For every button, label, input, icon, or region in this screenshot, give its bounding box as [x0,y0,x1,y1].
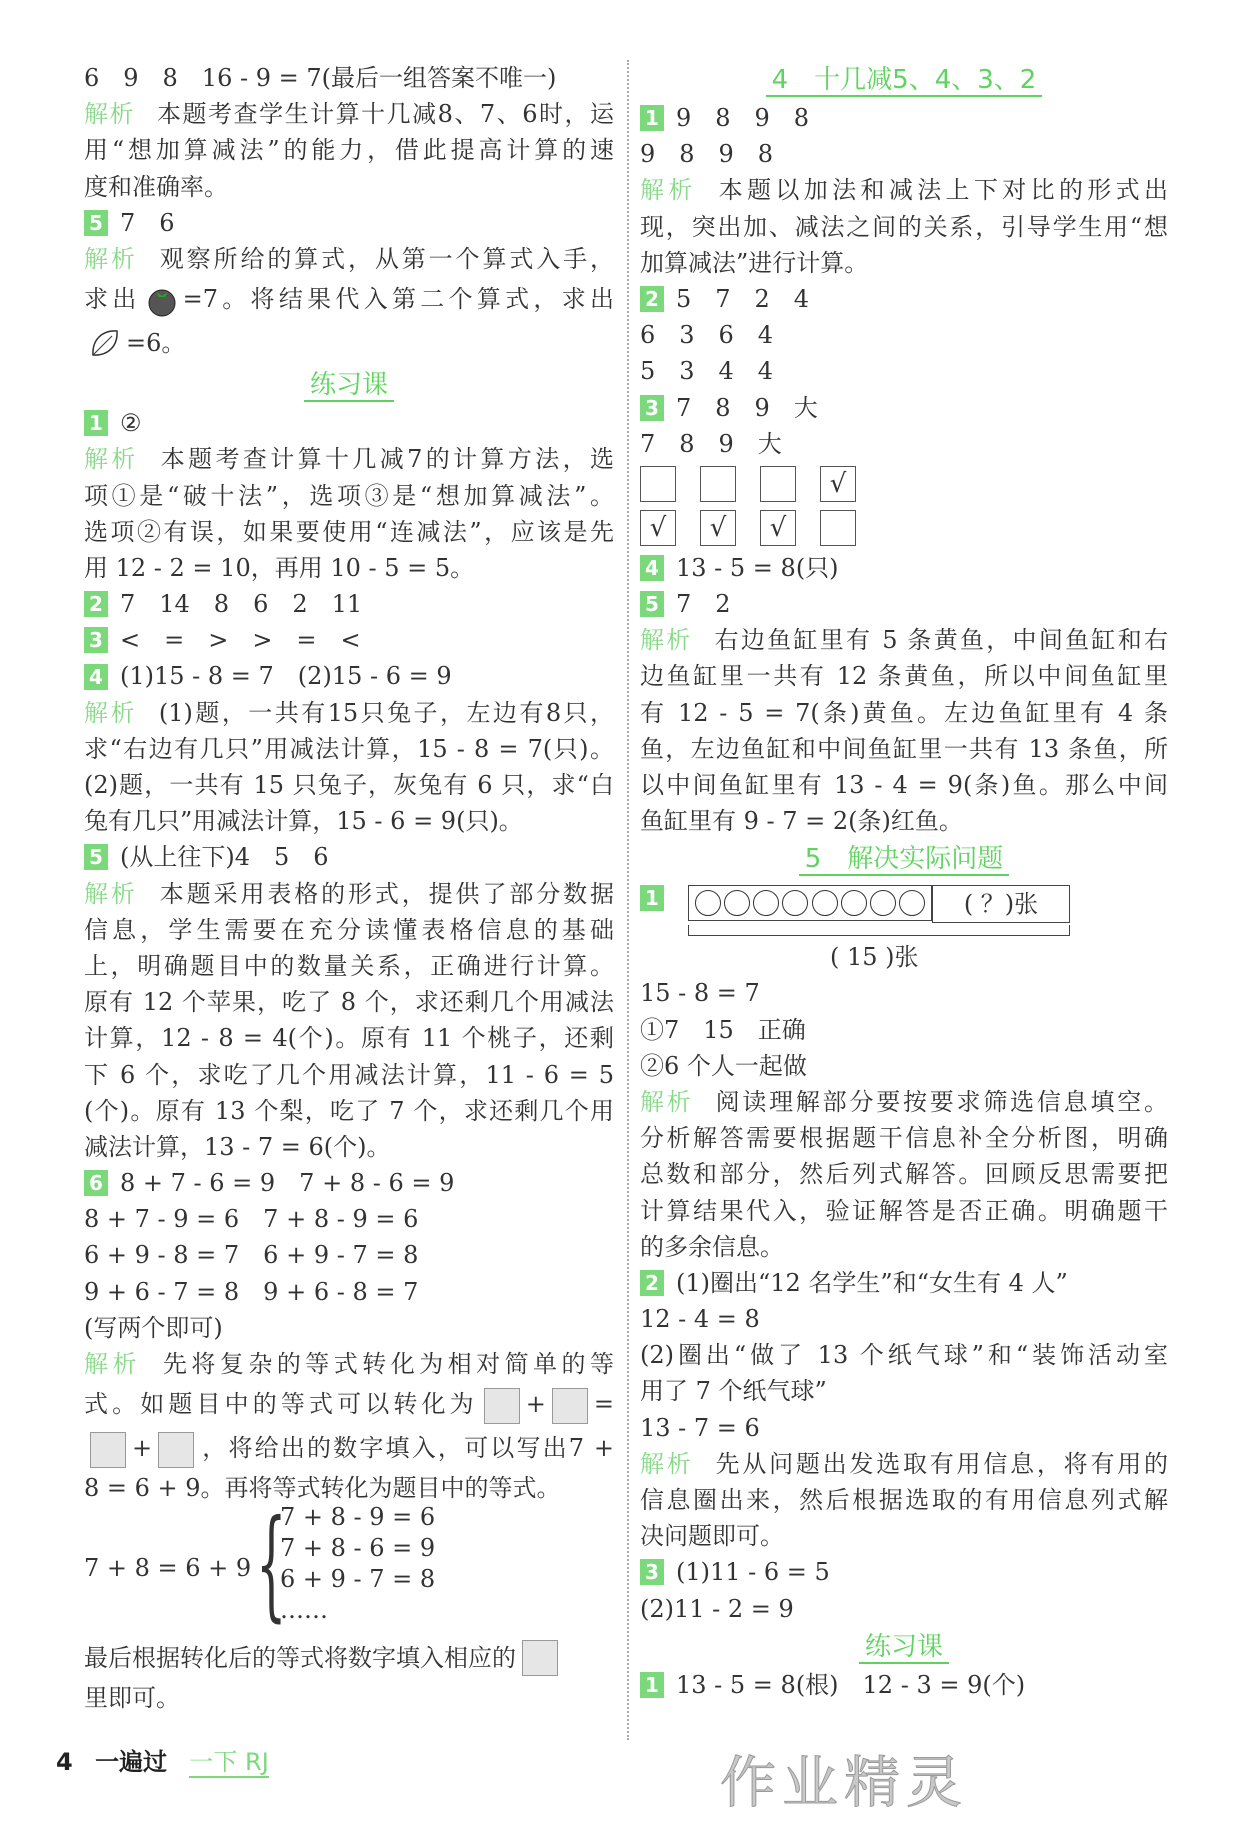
question-number-badge: 6 [84,1170,108,1196]
question-number-badge: 3 [640,395,664,421]
line-text: 决问题即可。 [640,1522,784,1551]
circle-icon [782,890,808,916]
question-number-badge: 1 [84,410,108,436]
line-text: 减法计算，13 - 7 = 6(个)。 [84,1132,391,1161]
line-text: 12 - 4 = 8 [640,1305,760,1334]
equation-brace-group [84,1495,614,1636]
text-line [640,550,1168,586]
line-text: 最后根据转化后的等式将数字填入相应的 [84,1644,516,1673]
line-text: 计算，12 - 8 = 4(个)。原有 11 个桃子，还剩 [84,1024,614,1053]
analysis-label: 解析 [640,1449,694,1478]
text-line [84,1382,614,1426]
section-heading-text: 练习课 [859,1632,949,1664]
line-text: = [593,1390,614,1419]
line-text: 6 3 6 4 [640,321,774,350]
text-line [84,550,614,586]
line-text: ②6 个人一起做 [640,1051,807,1080]
question-number-badge: 2 [640,1270,664,1296]
text-line [640,353,1168,389]
text-line [84,731,614,767]
text-line [640,1554,1168,1590]
line-text: + [132,1434,153,1463]
line-text: 5 3 4 4 [640,357,774,386]
question-number-badge: 5 [84,210,108,236]
check-box [700,466,736,502]
text-line [84,1020,614,1056]
line-text: 8 + 7 - 9 = 6 7 + 8 - 9 = 6 [84,1205,419,1234]
line-text: 先将复杂的等式转化为相对简单的等 [162,1350,615,1378]
text-line [640,975,1168,1011]
line-text: (1)题，一共有15只兔子，左边有8只， [158,698,615,727]
line-text: (1)圈出“12 名学生”和“女生有 4 人” [676,1268,1068,1297]
question-number-badge: 1 [640,1672,664,1698]
unknown-part-box: ( ？)张 [932,885,1070,923]
text-line [84,1470,614,1506]
text-line [640,462,1168,506]
text-line [84,1346,614,1382]
text-line [84,1057,614,1093]
text-line [640,1084,1168,1120]
analysis-label: 解析 [640,1087,694,1116]
text-line [84,1680,614,1716]
line-text: 9 + 6 - 7 = 8 9 + 6 - 8 = 7 [84,1277,419,1306]
line-text: < = > > = < [120,626,361,655]
text-line [84,695,614,731]
analysis-label: 解析 [84,1350,141,1378]
text-line [640,1373,1168,1409]
line-text: 总数和部分，然后列式解答。回顾反思需要把 [640,1160,1168,1189]
analysis-label: 解析 [640,626,693,655]
line-text: 9 8 9 8 [640,140,774,169]
line-text: 8 + 7 - 6 = 9 7 + 8 - 6 = 9 [120,1169,455,1198]
line-text: 本题考查计算十几减7的计算方法，选 [160,445,614,474]
text-line [640,209,1168,245]
section-heading-text: 5 解决实际问题 [799,844,1010,876]
line-text: ①7 15 正确 [640,1015,806,1044]
text-line [84,1274,614,1310]
page-number: 4 [56,1748,73,1776]
check-box [760,466,796,502]
line-text: (2)题，一共有 15 只兔子，灰兔有 6 只，求“白 [84,771,614,799]
text-line [84,277,614,321]
line-text: 7 8 9 大 [676,393,818,422]
text-line [640,281,1168,317]
analysis-label: 解析 [640,176,697,205]
line-text: (写两个即可) [84,1313,223,1342]
line-text: + [525,1390,546,1419]
line-text: (个)。原有 13 个梨，吃了 7 个，求还剩几个用 [84,1096,614,1125]
question-number-badge: 1 [640,885,664,911]
text-line [84,658,614,694]
text-line [84,132,614,168]
brace-left-equation: 7 + 8 = 6 + 9 [84,1554,252,1583]
line-text: (2)11 - 2 = 9 [640,1594,794,1623]
text-line [640,622,1168,658]
text-line [84,984,614,1020]
line-text: 计算结果代入，验证解答是否正确。明确题干 [640,1196,1168,1225]
brace-equation: …… [280,1596,328,1625]
line-text: 7 2 [676,590,731,619]
section-heading-text: 4 十几减5、4、3、2 [766,65,1043,97]
text-line [640,172,1168,208]
column-divider [627,60,629,1740]
text-line [640,1337,1168,1373]
brace-equation: 6 + 9 - 7 = 8 [280,1565,436,1594]
line-text: 8 = 6 + 9。再将等式转化为题目中的等式。 [84,1474,561,1503]
check-box: √ [760,510,796,546]
text-line [640,317,1168,353]
section-heading [640,839,1168,879]
book-brand: 一遍过 [95,1748,168,1776]
text-line [84,912,614,948]
line-text: 7 6 [120,208,175,237]
line-text: 信息，学生需要在充分读懂表格信息的基础 [84,915,614,944]
text-line [640,731,1168,767]
line-text: 选项②有误，如果要使用“连减法”，应该是先 [84,517,614,546]
text-line [84,169,614,205]
text-line [84,1201,614,1237]
text-line [640,1120,1168,1156]
right-column [640,60,1168,1703]
line-text: 13 - 7 = 6 [640,1413,760,1442]
section-heading [84,365,614,405]
line-text: 右边鱼缸里有 5 条黄鱼，中间鱼缸和右 [714,626,1168,655]
text-line [84,1165,614,1201]
text-line [84,803,614,839]
line-text: 现，突出加、减法之间的关系，引导学生用“想 [640,212,1168,241]
text-line [640,1156,1168,1192]
brace-equation: 7 + 8 - 6 = 9 [280,1534,436,1563]
section-heading [640,60,1168,100]
question-number-badge: 1 [640,105,664,131]
text-line [84,1237,614,1273]
text-line [84,478,614,514]
check-box: √ [640,510,676,546]
watermark: 作业精灵 [720,1751,968,1816]
text-line [84,60,614,96]
line-text: 原有 12 个苹果，吃了 8 个，求还剩几个用减法 [84,988,614,1017]
question-number-badge: 3 [84,627,108,653]
line-text: 7 8 9 大 [640,429,782,458]
check-box [820,510,856,546]
text-line [84,321,614,365]
line-text: 13 - 5 = 8(只) [676,553,839,582]
line-text: 6 + 9 - 8 = 7 6 + 9 - 7 = 8 [84,1241,419,1270]
line-text: =7。将结果代入第二个算式，求出 [182,285,614,314]
analysis-label: 解析 [84,879,138,908]
text-line [640,1193,1168,1229]
text-line [84,948,614,984]
line-text: 15 - 8 = 7 [640,979,760,1008]
line-text: ② [120,409,142,438]
line-text: ，将给出的数字填入，可以写出7 + [200,1434,614,1463]
text-line [640,803,1168,839]
question-number-badge: 4 [84,664,108,690]
line-text: (1)11 - 6 = 5 [676,1558,830,1587]
text-line [640,426,1168,462]
text-line [84,96,614,132]
question-number-badge: 5 [640,591,664,617]
line-text: 项①是“破十法”，选项③是“想加算减法”。 [84,481,614,510]
total-brace-icon [688,925,1070,936]
analysis-label: 解析 [84,244,138,273]
text-line [84,586,614,622]
circle-icon [812,890,838,916]
text-line [640,506,1168,550]
line-text: 6 9 8 16 - 9 = 7(最后一组答案不唯一) [84,64,557,92]
circle-icon [899,890,925,916]
question-number-badge: 2 [640,286,664,312]
text-line [640,136,1168,172]
text-line [640,1482,1168,1518]
line-text: 5 7 2 4 [676,284,810,313]
blank-box-icon [484,1388,520,1424]
line-text: 用了 7 个纸气球” [640,1377,827,1406]
check-box [640,466,676,502]
text-line [640,1012,1168,1048]
line-text: 观察所给的算式，从第一个算式入手， [159,244,615,273]
brace-icon: { [256,1495,287,1635]
circle-icon [695,890,721,916]
line-text: 求出 [84,285,141,314]
check-box: √ [700,510,736,546]
question-number-badge: 2 [84,591,108,617]
text-line [640,1446,1168,1482]
analysis-label: 解析 [84,100,136,129]
text-line [84,622,614,658]
circle-icon [841,890,867,916]
text-line [84,1129,614,1165]
text-line [640,658,1168,694]
grade-label: 一下 RJ [189,1748,269,1776]
question-number-badge: 3 [640,1559,664,1585]
line-text: 以中间鱼缸里有 13 - 4 = 9(条)鱼。那么中间 [640,771,1168,799]
text-line [640,1667,1168,1703]
circle-icon [724,890,750,916]
known-part-box [688,885,932,921]
line-text: 里即可。 [84,1684,180,1713]
analysis-label: 解析 [84,698,137,727]
question-number-badge: 4 [640,555,664,581]
total-label: ( 15 )张 [830,943,919,972]
line-text: 信息圈出来，然后根据选取的有用信息列式解 [640,1486,1168,1514]
line-text: 分析解答需要根据题干信息补全分析图，明确 [640,1124,1168,1153]
line-text: 兔有几只”用减法计算，15 - 6 = 9(只)。 [84,807,523,836]
text-line [84,839,614,875]
line-text: 9 8 9 8 [676,104,810,132]
section-heading-text: 练习课 [304,370,394,402]
text-line [84,441,614,477]
tomato-icon [145,284,179,318]
blank-box-icon [522,1640,558,1676]
text-line [84,241,614,277]
line-text: 式。如题目中的等式可以转化为 [84,1390,478,1419]
text-line [84,405,614,441]
line-text: 本题以加法和减法上下对比的形式出 [718,176,1169,205]
line-text: 的多余信息。 [640,1232,784,1261]
text-line [640,695,1168,731]
text-line [84,1310,614,1346]
line-text: 鱼，左边鱼缸和中间鱼缸里一共有 13 条鱼，所 [640,734,1168,763]
text-line [84,1636,614,1680]
line-text: =6。 [126,329,186,358]
line-text: 上，明确题目中的数量关系，正确进行计算。 [84,951,614,980]
question-number-badge: 5 [84,844,108,870]
text-line [84,1426,614,1470]
part-whole-diagram [640,879,1168,975]
page-footer [56,1742,269,1777]
line-text: 鱼缸里有 9 - 7 = 2(条)红鱼。 [640,807,963,836]
circle-icon [870,890,896,916]
text-line [640,245,1168,281]
text-line [84,205,614,241]
line-text: 阅读理解部分要按要求筛选信息填空。 [715,1087,1169,1116]
line-text: 加算减法”进行计算。 [640,248,869,277]
blank-box-icon [552,1388,588,1424]
line-text: 用 12 - 2 = 10，再用 10 - 5 = 5。 [84,553,475,582]
text-line [84,876,614,912]
text-line [640,1301,1168,1337]
text-line [640,1229,1168,1265]
line-text: 13 - 5 = 8(根) 12 - 3 = 9(个) [676,1670,1026,1699]
circle-icon [753,890,779,916]
blank-box-icon [90,1432,126,1468]
text-line [640,100,1168,136]
line-text: 本题采用表格的形式，提供了部分数据 [159,879,615,908]
check-box: √ [820,466,856,502]
text-line [84,1093,614,1129]
text-line [640,586,1168,622]
line-text: 本题考查学生计算十几减8、7、6时，运 [157,100,615,129]
line-text: 用“想加算减法”的能力，借此提高计算的速 [84,136,614,165]
left-column [84,60,614,1717]
text-line [84,514,614,550]
text-line [640,767,1168,803]
line-text: 先从问题出发选取有用信息，将有用的 [715,1449,1169,1478]
text-line [640,1518,1168,1554]
text-line [640,1048,1168,1084]
line-text: 有 12 - 5 = 7(条)黄鱼。左边鱼缸里有 4 条 [640,698,1168,727]
line-text: 求“右边有几只”用减法计算，15 - 8 = 7(只)。 [84,734,614,763]
line-text: (2)圈出“做了 13 个纸气球”和“装饰活动室 [640,1341,1168,1370]
brace-equation: 7 + 8 - 9 = 6 [280,1503,436,1532]
analysis-label: 解析 [84,445,139,474]
text-line [640,1591,1168,1627]
line-text: 下 6 个，求吃了几个用减法计算，11 - 6 = 5 [84,1060,614,1089]
line-text: (1)15 - 8 = 7 (2)15 - 6 = 9 [120,662,452,691]
blank-box-icon [158,1432,194,1468]
line-text: 边鱼缸里一共有 12 条黄鱼，所以中间鱼缸里 [640,662,1168,691]
leaf-icon [88,326,122,360]
line-text: (从上往下)4 5 6 [120,843,329,872]
text-line [640,390,1168,426]
line-text: 度和准确率。 [84,172,228,201]
line-text: 7 14 8 6 2 11 [120,590,363,619]
text-line [640,1410,1168,1446]
text-line [640,1265,1168,1301]
text-line [84,767,614,803]
section-heading [640,1627,1168,1667]
